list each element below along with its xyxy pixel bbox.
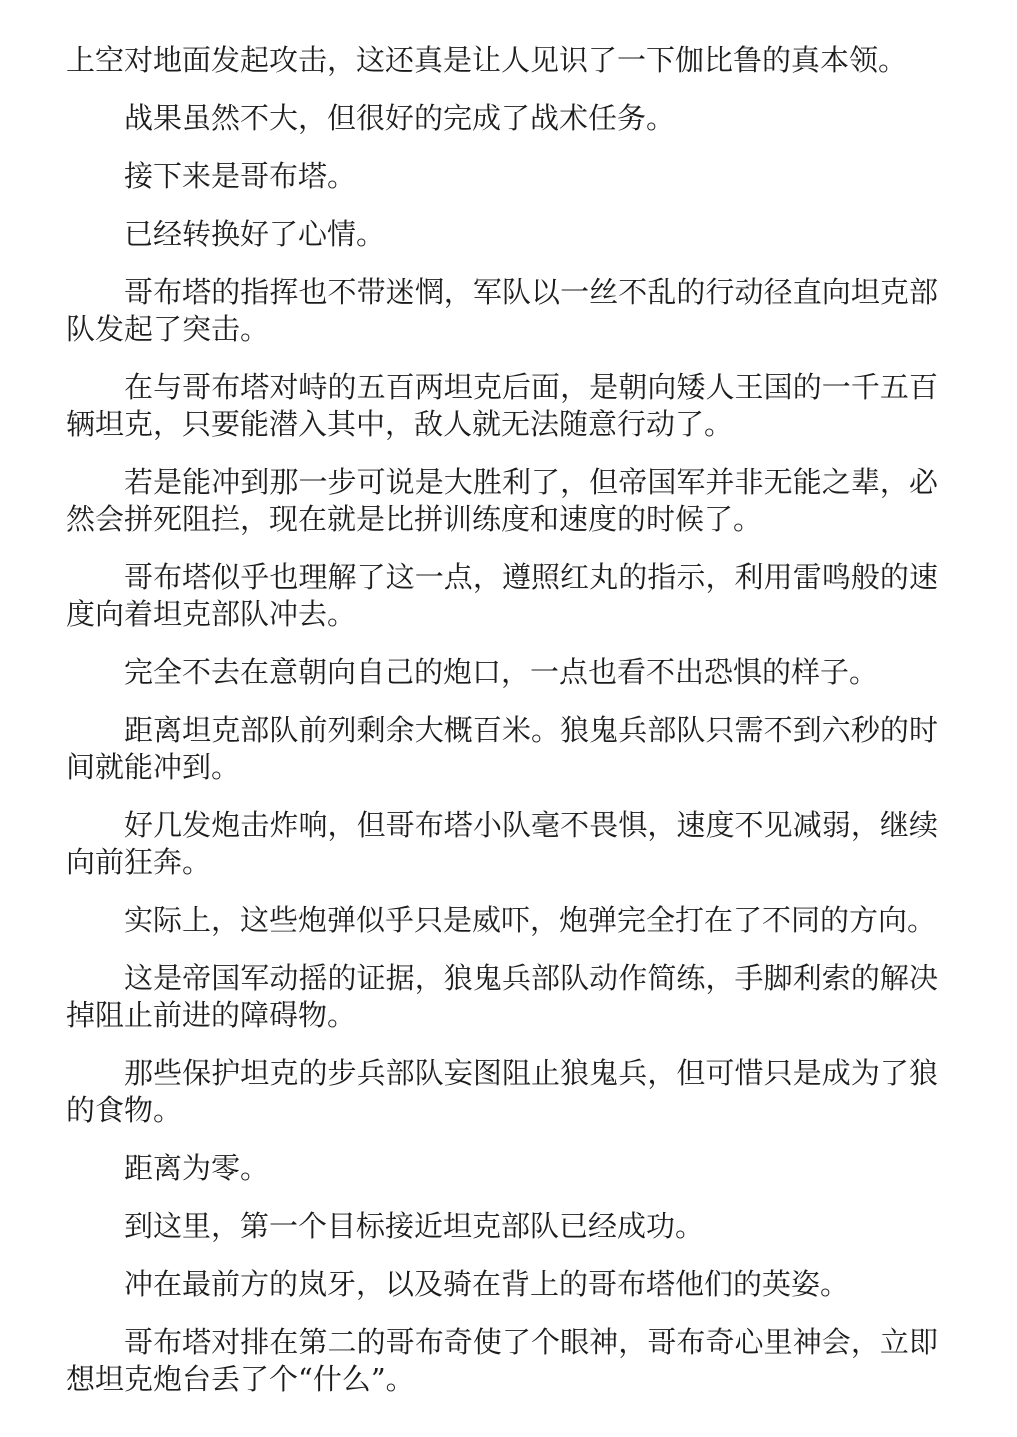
paragraph: 哥布塔似乎也理解了这一点，遵照红丸的指示，利用雷鸣般的速度向着坦克部队冲去。 [66, 560, 938, 631]
paragraph: 战果虽然不大，但很好的完成了战术任务。 [124, 101, 676, 135]
paragraph: 这是帝国军动摇的证据，狼鬼兵部队动作简练，手脚利索的解决掉阻止前进的障碍物。 [66, 961, 938, 1032]
paragraph: 哥布塔对排在第二的哥布奇使了个眼神，哥布奇心里神会，立即想坦克炮台丢了个“什么”。 [66, 1325, 938, 1396]
paragraph: 距离为零。 [124, 1151, 270, 1185]
paragraph: 已经转换好了心情。 [124, 217, 386, 251]
paragraph: 在与哥布塔对峙的五百两坦克后面，是朝向矮人王国的一千五百辆坦克，只要能潜入其中，敌人就无法随意行动了。 [66, 370, 938, 441]
paragraph: 好几发炮击炸响，但哥布塔小队毫不畏惧，速度不见减弱，继续向前狂奔。 [66, 808, 938, 879]
paragraph: 到这里，第一个目标接近坦克部队已经成功。 [124, 1209, 705, 1243]
paragraph: 距离坦克部队前列剩余大概百米。狼鬼兵部队只需不到六秒的时间就能冲到。 [66, 713, 938, 784]
paragraph: 冲在最前方的岚牙，以及骑在背上的哥布塔他们的英姿。 [124, 1267, 850, 1301]
paragraph: 接下来是哥布塔。 [124, 159, 357, 193]
paragraph: 实际上，这些炮弹似乎只是威吓，炮弹完全打在了不同的方向。 [124, 903, 937, 937]
document-text-body [66, 42, 938, 1398]
paragraph: 哥布塔的指挥也不带迷惘，军队以一丝不乱的行动径直向坦克部队发起了突击。 [66, 275, 938, 346]
paragraph: 完全不去在意朝向自己的炮口，一点也看不出恐惧的样子。 [124, 655, 879, 689]
paragraph: 那些保护坦克的步兵部队妄图阻止狼鬼兵，但可惜只是成为了狼的食物。 [66, 1056, 938, 1127]
paragraph: 若是能冲到那一步可说是大胜利了，但帝国军并非无能之辈，必然会拼死阻拦，现在就是比拼训练度和速度的时候了。 [66, 465, 938, 536]
paragraph: 上空对地面发起攻击，这还真是让人见识了一下伽比鲁的真本领。 [66, 43, 908, 77]
